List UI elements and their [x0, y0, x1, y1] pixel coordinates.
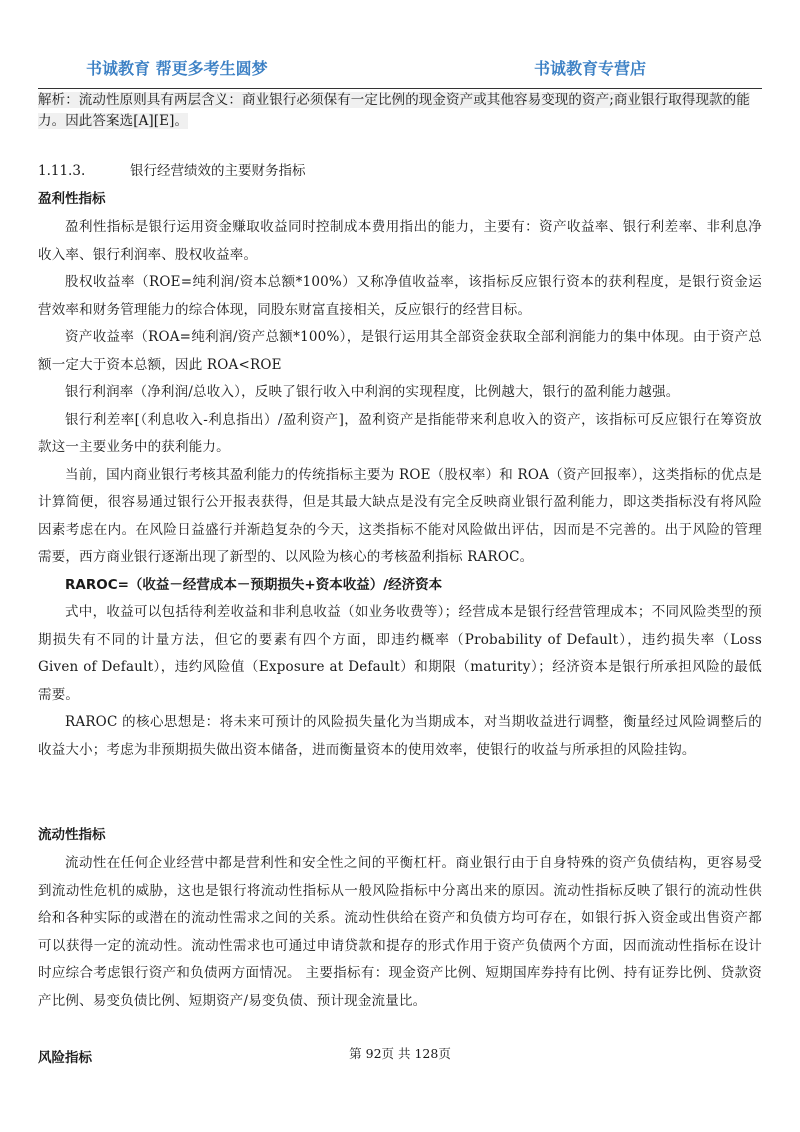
analysis-text: 解析：流动性原则具有两层含义：商业银行必须保有一定比例的现金资产或其他容易变现的资产;商业银行取得现款的能力。因此答案选[A][E]。	[38, 92, 750, 129]
header-brand-right: 书诚教育专营店	[534, 59, 647, 78]
header-brand-left: 书诚教育 帮更多考生圆梦	[86, 59, 268, 78]
page-body	[38, 90, 762, 1073]
header-divider	[38, 88, 762, 89]
paragraph: 股权收益率（ROE=纯利润/资本总额*100%）又称净值收益率，该指标反应银行资本的获利程度，是银行资金运营效率和财务管理能力的综合体现，同股东财富直接相关，反应银行的经营目标。	[38, 274, 762, 318]
section-heading	[38, 160, 762, 182]
risk-heading: 风险指标	[38, 1050, 92, 1066]
page-footer: 第 92页 共 128页	[349, 1046, 451, 1061]
paragraph: 式中，收益可以包括待利差收益和非利息收益（如业务收费等）；经营成本是银行经营管理成本；不同风险类型的预期损失有不同的计量方法，但它的要素有四个方面，即违约概率（Probability of Default），违约损失率（Loss Given of Default），违约风险值（Exposure at Default）和期限（maturity）；经济资本是银行所承担风险的最低需要。	[38, 604, 762, 703]
paragraph: 当前，国内商业银行考核其盈利能力的传统指标主要为 ROE（股权率）和 ROA（资产回报率），这类指标的优点是计算简便，很容易通过银行公开报表获得，但是其最大缺点是没有完全反映商业银行盈利能力，即这类指标没有将风险因素考虑在内。在风险日益盛行并渐趋复杂的今天，这类指标不能对风险做出评估，因而是不完善的。出于风险的管理需要，西方商业银行逐渐出现了新型的、以风险为核心的考核盈利指标 RAROC。	[38, 466, 762, 565]
section-title: 银行经营绩效的主要财务指标	[130, 163, 306, 179]
paragraph: RAROC 的核心思想是：将未来可预计的风险损失量化为当期成本，对当期收益进行调整，衡量经过风险调整后的收益大小；考虑为非预期损失做出资本储备，进而衡量资本的使用效率，使银行的收益与所承担的风险挂钩。	[38, 714, 762, 758]
paragraph: 银行利润率（净利润/总收入），反映了银行收入中利润的实现程度，比例越大，银行的盈利能力越强。	[65, 384, 680, 400]
liquidity-heading: 流动性指标	[38, 827, 106, 843]
section-number: 1.11.3.	[38, 163, 86, 179]
paragraph: 资产收益率（ROA=纯利润/资产总额*100%），是银行运用其全部资金获取全部利润能力的集中体现。由于资产总额一定大于资本总额，因此 ROA<ROE	[38, 329, 762, 373]
page-header	[38, 56, 762, 84]
paragraph: 银行利差率[（利息收入-利息指出）/盈利资产]，盈利资产是指能带来利息收入的资产，该指标可反应银行在筹资放款这一主要业务中的获利能力。	[38, 411, 762, 455]
profitability-heading: 盈利性指标	[38, 191, 106, 207]
paragraph: 盈利性指标是银行运用资金赚取收益同时控制成本费用指出的能力，主要有：资产收益率、银行利差率、非利息净收入率、银行利润率、股权收益率。	[38, 219, 762, 263]
raroc-formula: RAROC=（收益－经营成本－预期损失+资本收益）/经济资本	[65, 576, 443, 593]
paragraph: 流动性在任何企业经营中都是营利性和安全性之间的平衡杠杆。商业银行由于自身特殊的资产负债结构，更容易受到流动性危机的威胁，这也是银行将流动性指标从一般风险指标中分离出来的原因。流动性指标反映了银行的流动性供给和各种实际的或潜在的流动性需求之间的关系。流动性供给在资产和负债方均可存在，如银行拆入资金或出售资产都可以获得一定的流动性。流动性需求也可通过申请贷款和提存的形式作用于资产负债两个方面，因而流动性指标在设计时应综合考虑银行资产和负债两方面情况。 主要指标有：现金资产比例、短期国库券持有比例、持有证券比例、贷款资产比例、易变负债比例、短期资产/易变负债、预计现金流量比。	[38, 855, 762, 1009]
